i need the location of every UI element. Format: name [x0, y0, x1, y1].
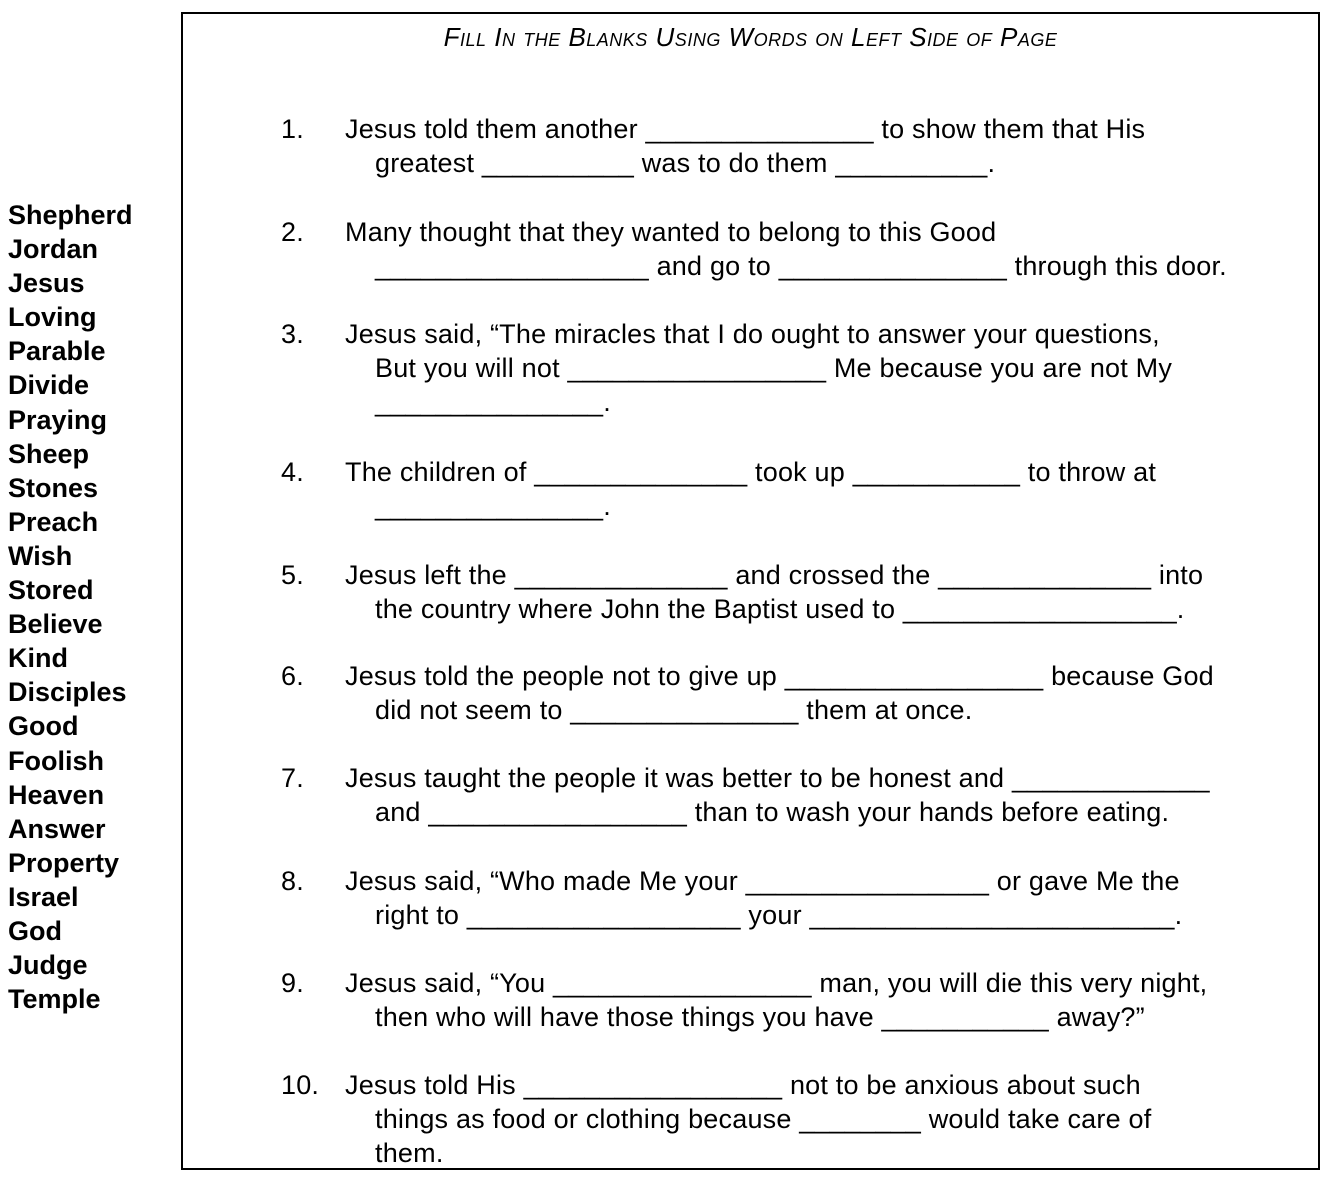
question-line: and _________________ than to wash your hands before eating. [375, 797, 1170, 827]
question-line: them. [375, 1138, 444, 1168]
question-1 [281, 112, 1316, 180]
question-8 [281, 864, 1316, 932]
word-bank [8, 198, 168, 1016]
question-number: 10. [281, 1070, 320, 1100]
word-bank-item: Parable [8, 336, 106, 367]
word-bank-item: Property [8, 847, 120, 878]
question-line: Jesus left the ______________ and crossed the ______________ into [345, 560, 1204, 590]
question-number: 9. [281, 968, 304, 998]
question-line: _______________. [375, 387, 611, 417]
word-bank-item: Disciples [8, 677, 127, 708]
word-bank-item: Foolish [8, 745, 104, 776]
word-bank-item: Kind [8, 643, 68, 674]
question-line: right to __________________ your ________________________. [375, 900, 1183, 930]
worksheet-title: Fill In the Blanks Using Words on Left Side of Page [443, 22, 1058, 52]
question-number: 8. [281, 866, 304, 896]
question-5 [281, 558, 1316, 626]
question-line: But you will not _________________ Me because you are not My [375, 353, 1173, 383]
word-bank-item: Praying [8, 404, 108, 435]
word-bank-item: Israel [8, 881, 79, 912]
word-bank-item: Judge [8, 950, 88, 981]
question-line: Jesus told His _________________ not to be anxious about such [345, 1070, 1141, 1100]
question-number: 2. [281, 217, 304, 247]
question-7 [281, 761, 1316, 829]
word-bank-item: Stones [8, 472, 99, 503]
question-line: Jesus said, “The miracles that I do ought to answer your questions, [345, 319, 1160, 349]
word-bank-item: Shepherd [8, 200, 133, 230]
question-line: greatest __________ was to do them __________. [375, 148, 996, 178]
question-number: 3. [281, 319, 304, 349]
question-line: Jesus taught the people it was better to be honest and _____________ [345, 763, 1210, 793]
word-bank-item: Wish [8, 540, 73, 571]
word-bank-item: Loving [8, 302, 97, 333]
question-line: Many thought that they wanted to belong to this Good [345, 217, 997, 247]
word-bank-item: Divide [8, 370, 90, 401]
question-line: then who will have those things you have ___________ away?” [375, 1002, 1145, 1032]
question-3 [281, 317, 1316, 419]
question-number: 7. [281, 763, 304, 793]
question-line: Jesus told the people not to give up _________________ because God [345, 661, 1214, 691]
question-line: Jesus said, “Who made Me your ________________ or gave Me the [345, 866, 1180, 896]
word-bank-item: Jesus [8, 268, 85, 299]
question-line: Jesus told them another _______________ to show them that His [345, 114, 1146, 144]
question-number: 5. [281, 560, 304, 590]
question-10 [281, 1068, 1316, 1170]
word-bank-item: Good [8, 711, 79, 742]
question-line: the country where John the Baptist used to __________________. [375, 594, 1185, 624]
word-bank-item: Stored [8, 575, 94, 606]
question-line: Jesus said, “You _________________ man, you will die this very night, [345, 968, 1208, 998]
question-number: 1. [281, 114, 304, 144]
question-line: did not seem to _______________ them at once. [375, 695, 973, 725]
question-line: __________________ and go to _______________ through this door. [375, 251, 1227, 281]
question-number: 6. [281, 661, 304, 691]
question-number: 4. [281, 457, 304, 487]
question-line: _______________. [375, 491, 611, 521]
question-9 [281, 966, 1316, 1034]
word-bank-item: Believe [8, 609, 103, 640]
word-bank-item: Sheep [8, 438, 90, 469]
word-bank-item: Temple [8, 984, 101, 1015]
word-bank-item: God [8, 915, 62, 946]
word-bank-item: Heaven [8, 779, 105, 810]
question-line: The children of ______________ took up ___________ to throw at [345, 457, 1157, 487]
question-6 [281, 659, 1316, 727]
question-4 [281, 455, 1316, 523]
worksheet-frame [181, 12, 1320, 1170]
word-bank-item: Answer [8, 813, 106, 844]
word-bank-item: Preach [8, 506, 99, 537]
question-2 [281, 215, 1316, 283]
word-bank-item: Jordan [8, 234, 99, 265]
question-line: things as food or clothing because ________ would take care of [375, 1104, 1152, 1134]
